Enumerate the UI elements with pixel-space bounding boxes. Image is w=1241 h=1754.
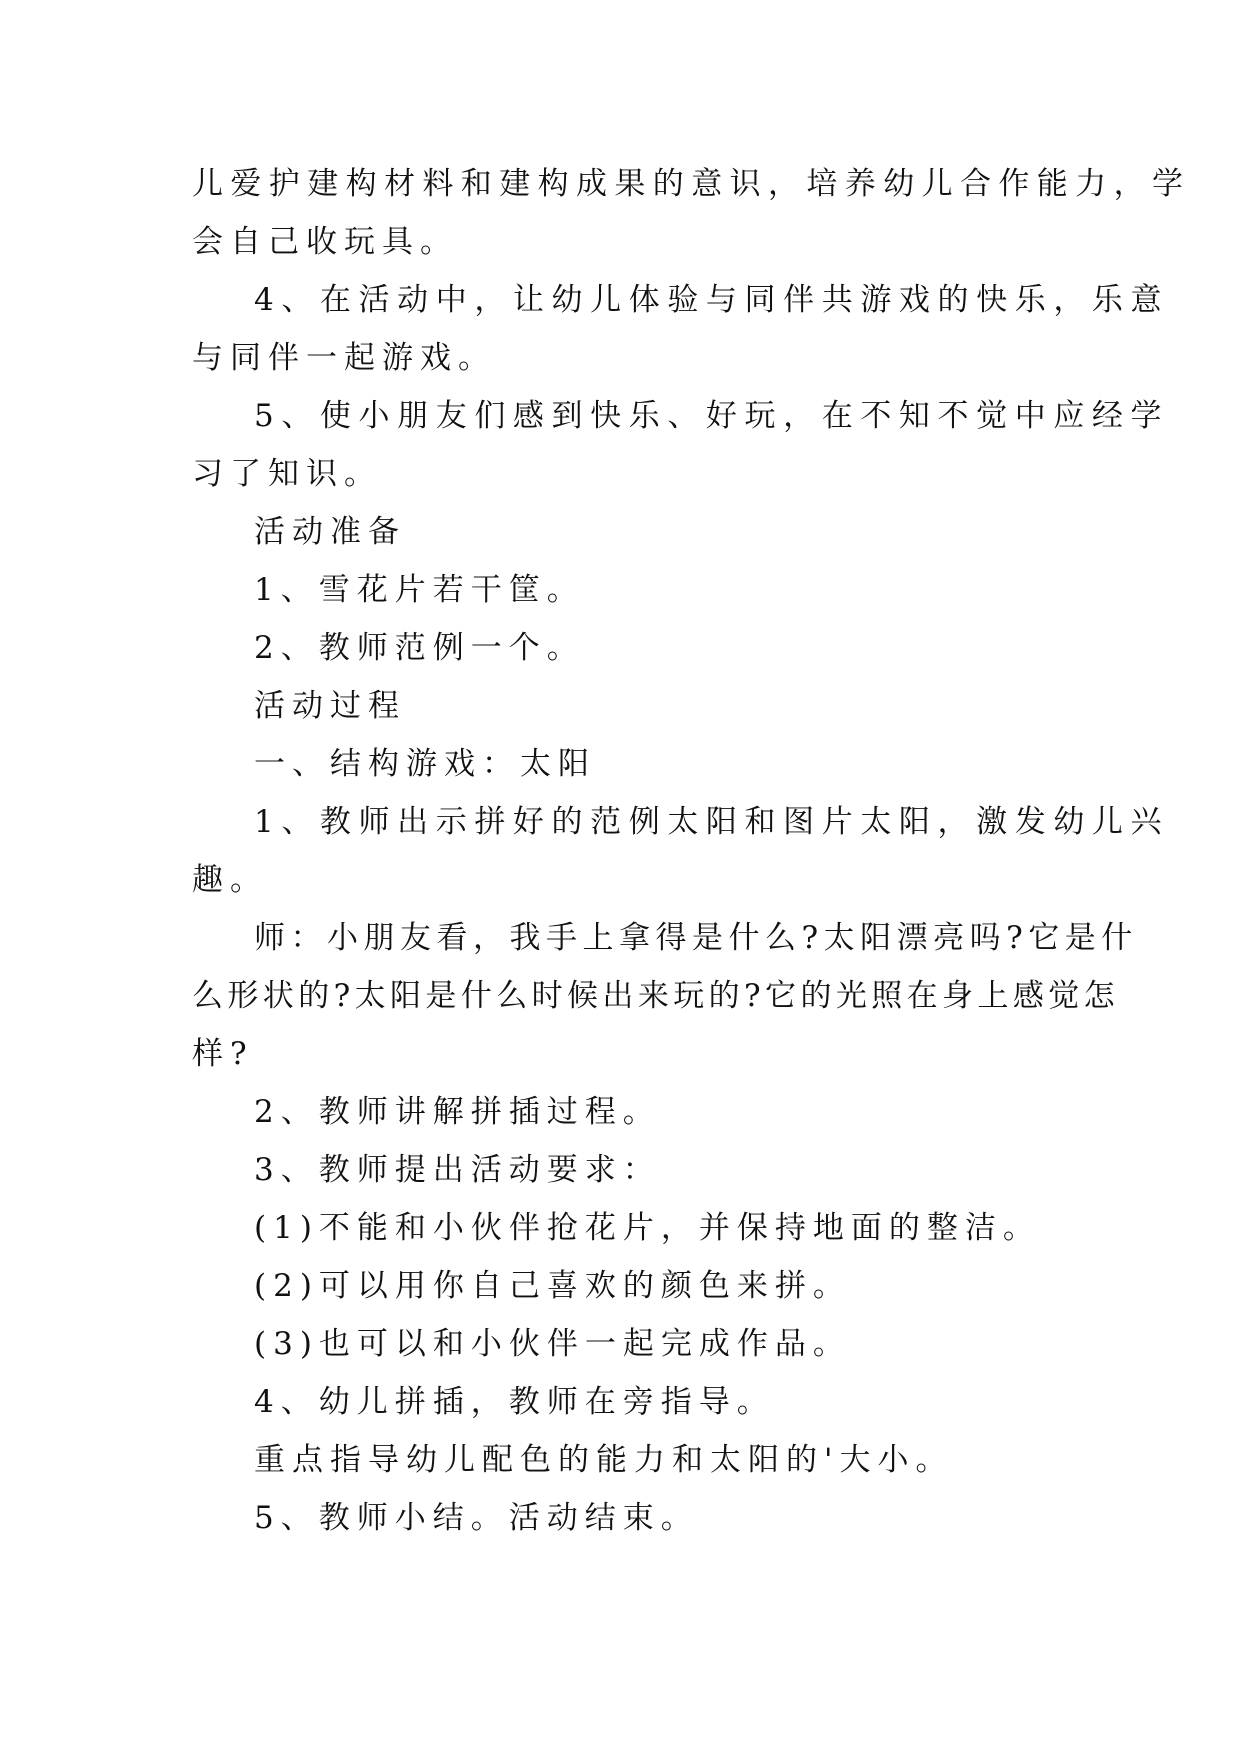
text-line: 重点指导幼儿配色的能力和太阳的'大小。 <box>254 1442 954 1478</box>
text-line: 1、雪花片若干筐。 <box>254 572 585 608</box>
text-line: 与同伴一起游戏。 <box>192 340 496 376</box>
text-line: 趣。 <box>192 862 268 898</box>
text-line: 2、教师范例一个。 <box>254 630 585 666</box>
text-line: 师：小朋友看，我手上拿得是什么?太阳漂亮吗?它是什 <box>254 920 1138 956</box>
text-line: 4、在活动中，让幼儿体验与同伴共游戏的快乐，乐意 <box>254 282 1170 318</box>
text-line: 么形状的?太阳是什么时候出来玩的?它的光照在身上感觉怎 <box>192 978 1120 1014</box>
text-line: (3)也可以和小伙伴一起完成作品。 <box>254 1326 851 1362</box>
text-line: 一、结构游戏：太阳 <box>254 746 596 782</box>
text-line: 5、使小朋友们感到快乐、好玩，在不知不觉中应经学 <box>254 398 1170 434</box>
text-line: 1、教师出示拼好的范例太阳和图片太阳，激发幼儿兴 <box>254 804 1170 840</box>
section-heading: 活动过程 <box>254 688 406 724</box>
text-line: 5、教师小结。活动结束。 <box>254 1500 699 1536</box>
text-line: 4、幼儿拼插，教师在旁指导。 <box>254 1384 775 1420</box>
text-line: 习了知识。 <box>192 456 382 492</box>
text-line: 会自己收玩具。 <box>192 224 458 260</box>
text-line: 2、教师讲解拼插过程。 <box>254 1094 661 1130</box>
section-heading: 活动准备 <box>254 514 406 550</box>
text-line: 3、教师提出活动要求： <box>254 1152 661 1188</box>
text-line: (1)不能和小伙伴抢花片，并保持地面的整洁。 <box>254 1210 1041 1246</box>
text-line: (2)可以用你自己喜欢的颜色来拼。 <box>254 1268 851 1304</box>
text-line: 儿爱护建构材料和建构成果的意识，培养幼儿合作能力，学 <box>192 166 1191 202</box>
text-line: 样? <box>192 1036 254 1072</box>
